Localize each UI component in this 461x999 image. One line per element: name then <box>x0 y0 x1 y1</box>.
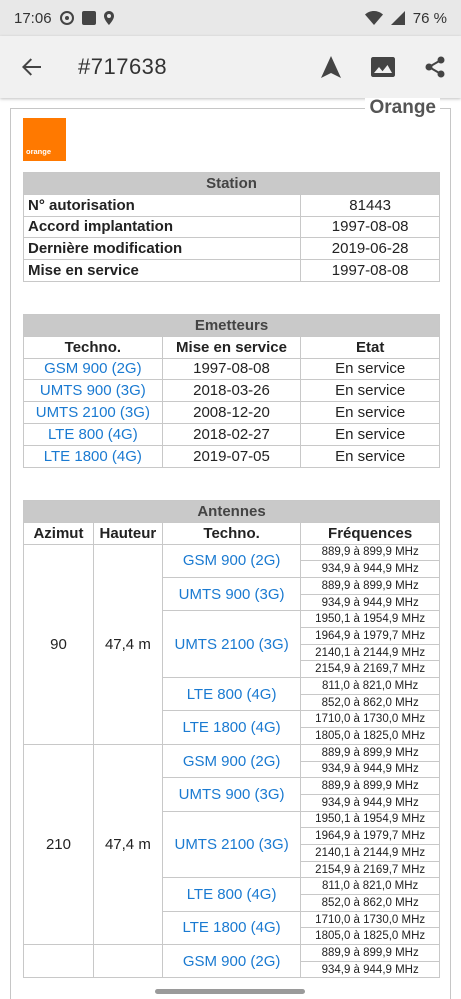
location-icon <box>104 11 114 25</box>
operator-name: Orange <box>365 98 440 119</box>
table-row: Mise en service 1997-08-08 <box>24 260 440 282</box>
content-area[interactable] <box>0 98 461 999</box>
frequency-cell: 811,0 à 821,0 MHz <box>301 878 440 895</box>
frequency-cell: 1950,1 à 1954,9 MHz <box>301 811 440 828</box>
emetteurs-header: Emetteurs <box>24 315 440 337</box>
techno-link[interactable]: LTE 800 (4G) <box>162 878 300 911</box>
table-row: Dernière modification 2019-06-28 <box>24 238 440 260</box>
share-icon <box>425 56 445 78</box>
techno-link[interactable]: LTE 1800 (4G) <box>162 711 300 744</box>
frequency-cell: 1805,0 à 1825,0 MHz <box>301 728 440 745</box>
navigation-icon <box>321 56 341 78</box>
page-title: #717638 <box>78 54 168 79</box>
hauteur-cell: 47,4 m <box>93 544 162 744</box>
table-row <box>24 945 440 962</box>
frequency-cell: 889,9 à 899,9 MHz <box>301 577 440 594</box>
table-row: GSM 900 (2G) 1997-08-08 En service <box>24 358 440 380</box>
table-row: UMTS 900 (3G) 2018-03-26 En service <box>24 380 440 402</box>
antennes-header: Antennes <box>24 501 440 523</box>
frequency-cell: 811,0 à 821,0 MHz <box>301 678 440 695</box>
frequency-cell: 1710,0 à 1730,0 MHz <box>301 911 440 928</box>
techno-link[interactable]: LTE 1800 (4G) <box>24 445 163 467</box>
techno-link[interactable]: UMTS 2100 (3G) <box>24 402 163 424</box>
frequency-cell: 889,9 à 899,9 MHz <box>301 778 440 795</box>
table-row: UMTS 2100 (3G) 2008-12-20 En service <box>24 402 440 424</box>
sync-icon <box>60 11 74 25</box>
table-row: N° autorisation 81443 <box>24 194 440 216</box>
status-bar <box>0 0 461 36</box>
techno-link[interactable]: LTE 800 (4G) <box>162 678 300 711</box>
frequency-cell: 934,9 à 944,9 MHz <box>301 794 440 811</box>
frequency-cell: 1805,0 à 1825,0 MHz <box>301 928 440 945</box>
techno-link[interactable]: UMTS 900 (3G) <box>162 577 300 610</box>
techno-link[interactable]: UMTS 2100 (3G) <box>162 811 300 878</box>
frequency-cell: 852,0 à 862,0 MHz <box>301 694 440 711</box>
frequency-cell: 852,0 à 862,0 MHz <box>301 895 440 912</box>
techno-link[interactable]: LTE 1800 (4G) <box>162 911 300 944</box>
frequency-cell: 1710,0 à 1730,0 MHz <box>301 711 440 728</box>
antennes-table: Antennes Azimut Hauteur Techno. Fréquences 90 47,4 m GSM 900 (2G) 889,9 à 899,9 MHz 934,9 à 944,9 MHz UMTS 900 (3G) 889,9 à 899,9 MHz 934,9 à 944,9 MHz UMTS 2100 (3G) 1950,1 à 1954,9 MHz 1964,9 à 1979,7 MHz 2140,1 à 2144,9 MHz 2154,9 à 2169,7 MHz LTE 800 (4G) 811,0 à 821,0 MHz 852,0 à 862,0 MHz LTE 1800 (4G) 1710,0 à 1730,0 MHz 1805,0 à 1825,0 MHz 210 47,4 m GSM 900 (2G) 889,9 à 899,9 MHz 934,9 à 944,9 MHz UMTS 900 (3G) 889,9 à 899,9 MHz 934,9 à 944,9 MHz UMTS 2100 (3G) 1950,1 à 1954,9 MHz 1964,9 à 1979,7 MHz 2140,1 à 2144,9 MHz 2154,9 à 2169,7 MHz LTE 800 (4G) 811,0 à 821,0 MHz 852,0 à 862,0 MHz LTE 1800 (4G) 1710,0 à 1730,0 MHz 1805,0 à 1825,0 MHz GSM 900 (2G) 889,9 à 899,9 MHz 934,9 à 944,9 MHz <box>23 500 440 978</box>
table-row: Accord implantation 1997-08-08 <box>24 216 440 238</box>
navigate-button[interactable] <box>305 36 357 98</box>
frequency-cell: 889,9 à 899,9 MHz <box>301 945 440 962</box>
techno-link[interactable]: GSM 900 (2G) <box>162 744 300 777</box>
station-table <box>23 172 440 282</box>
emetteurs-table: Emetteurs Techno. Mise en service Etat GSM 900 (2G) 1997-08-08 En service UMTS 900 (3G) 2018-03-26 En service UMTS 2100 (3G) 2008-12-20 En service LTE 800 (4G) 2018-02-27 En service LTE 1800 (4G) 2019-07-05 En service <box>23 314 440 468</box>
back-button[interactable] <box>0 36 62 98</box>
battery-level: 76 % <box>412 9 447 27</box>
frequency-cell: 1964,9 à 1979,7 MHz <box>301 828 440 845</box>
gesture-nav-handle[interactable] <box>155 989 305 994</box>
table-row: LTE 800 (4G) 2018-02-27 En service <box>24 423 440 445</box>
hauteur-cell: 47,4 m <box>93 744 162 944</box>
techno-link[interactable]: UMTS 2100 (3G) <box>162 611 300 678</box>
frequency-cell: 2154,9 à 2169,7 MHz <box>301 661 440 678</box>
wifi-icon <box>365 11 383 25</box>
frequency-cell: 934,9 à 944,9 MHz <box>301 961 440 978</box>
frequency-cell: 2140,1 à 2144,9 MHz <box>301 844 440 861</box>
app-bar <box>0 36 461 98</box>
techno-link[interactable]: LTE 800 (4G) <box>24 423 163 445</box>
techno-link[interactable]: GSM 900 (2G) <box>162 945 300 978</box>
frequency-cell: 934,9 à 944,9 MHz <box>301 561 440 578</box>
signal-icon <box>391 11 405 25</box>
techno-link[interactable]: GSM 900 (2G) <box>162 544 300 577</box>
techno-link[interactable]: UMTS 900 (3G) <box>162 778 300 811</box>
frequency-cell: 889,9 à 899,9 MHz <box>301 544 440 561</box>
frequency-cell: 889,9 à 899,9 MHz <box>301 744 440 761</box>
arrow-back-icon <box>21 58 41 76</box>
azimut-cell: 210 <box>24 744 94 944</box>
techno-link[interactable]: GSM 900 (2G) <box>24 358 163 380</box>
hauteur-cell <box>93 945 162 978</box>
image-notification-icon <box>82 11 96 25</box>
frequency-cell: 934,9 à 944,9 MHz <box>301 594 440 611</box>
station-header: Station <box>24 173 440 195</box>
image-icon <box>371 57 395 77</box>
azimut-cell: 90 <box>24 544 94 744</box>
table-row <box>24 544 440 561</box>
frequency-cell: 1950,1 à 1954,9 MHz <box>301 611 440 628</box>
operator-panel <box>10 98 451 999</box>
frequency-cell: 2154,9 à 2169,7 MHz <box>301 861 440 878</box>
photos-button[interactable] <box>357 36 409 98</box>
share-button[interactable] <box>409 36 461 98</box>
orange-logo: orange <box>23 118 66 161</box>
frequency-cell: 1964,9 à 1979,7 MHz <box>301 628 440 645</box>
techno-link[interactable]: UMTS 900 (3G) <box>24 380 163 402</box>
azimut-cell <box>24 945 94 978</box>
table-row: LTE 1800 (4G) 2019-07-05 En service <box>24 445 440 467</box>
status-time: 17:06 <box>14 9 52 27</box>
table-row <box>24 744 440 761</box>
frequency-cell: 2140,1 à 2144,9 MHz <box>301 644 440 661</box>
frequency-cell: 934,9 à 944,9 MHz <box>301 761 440 778</box>
